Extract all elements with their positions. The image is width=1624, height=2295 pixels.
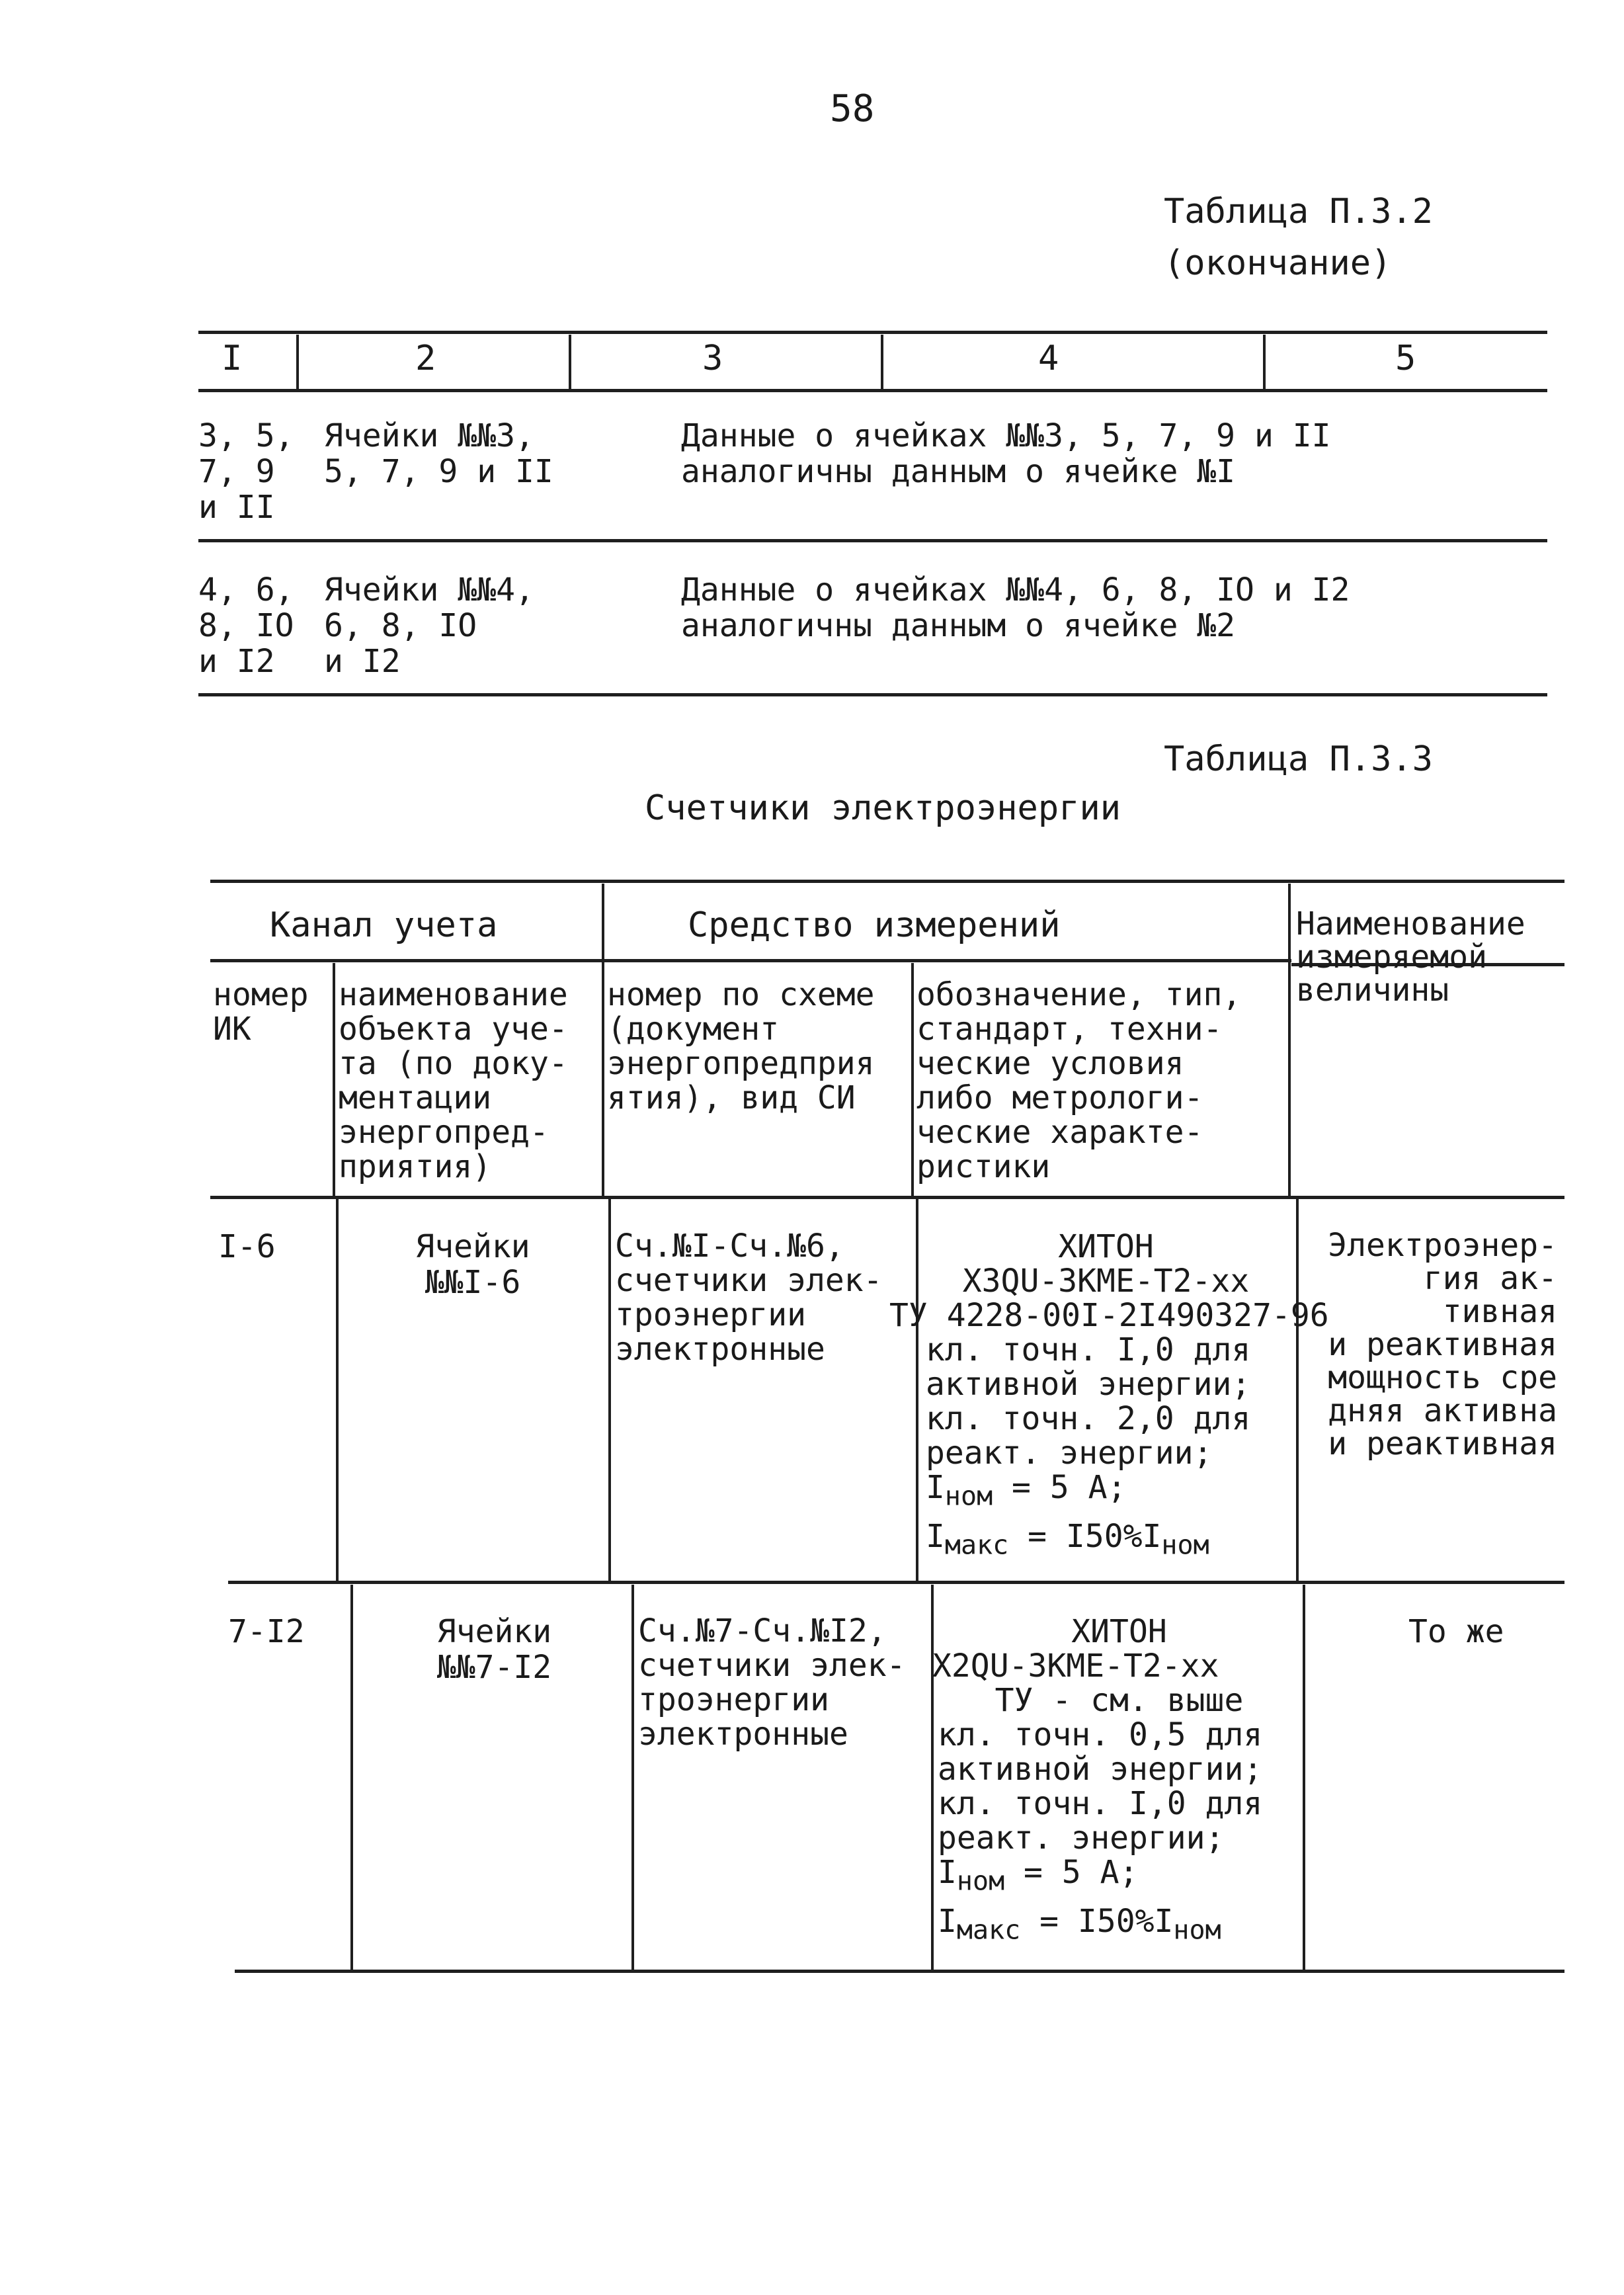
table-p33-row1-divider bbox=[336, 1198, 339, 1581]
i-nom-symbol: I bbox=[938, 1854, 957, 1891]
table-p33-row2-ik: 7-I2 bbox=[228, 1613, 305, 1650]
table-p33-row1-divider bbox=[916, 1198, 918, 1581]
table-p33-divider-scheme bbox=[911, 963, 914, 1196]
table-p33-row1-scheme: Сч.№I-Сч.№6, счетчики элек- троэнергии электронные bbox=[615, 1228, 883, 1368]
table-p33-divider-ik bbox=[333, 963, 335, 1196]
table-p33-row2-spec-line-1: кл. точн. 0,5 для bbox=[938, 1716, 1263, 1753]
table-p33-row1-divider bbox=[1296, 1198, 1299, 1581]
table-p33-caption: Таблица П.3.3 bbox=[1164, 739, 1433, 779]
table-p32-bottom-rule bbox=[198, 693, 1547, 696]
table-p32-header-1: I bbox=[222, 339, 243, 378]
table-p33-bottom-rule bbox=[235, 1970, 1564, 1973]
table-p33-row2-scheme: Сч.№7-Сч.№I2, счетчики элек- троэнергии электронные bbox=[638, 1612, 906, 1753]
table-p33-group-header-rule bbox=[210, 959, 1291, 962]
i-max-subscript: макс bbox=[956, 1915, 1021, 1946]
i-nom-subscript: ном bbox=[944, 1481, 993, 1512]
i-max-value: = I50%I bbox=[1020, 1903, 1174, 1940]
table-p33-header-channel: Канал учета bbox=[270, 905, 498, 945]
table-p32-header-rule bbox=[198, 389, 1547, 392]
table-p32-header-3: 3 bbox=[702, 339, 723, 378]
table-p33-header-bottom-rule bbox=[210, 1196, 1564, 1199]
table-p33-row1-divider bbox=[608, 1198, 611, 1581]
table-p32-row-rule bbox=[198, 539, 1547, 542]
i-max-subscript: макс bbox=[944, 1530, 1009, 1561]
page-number: 58 bbox=[830, 87, 875, 130]
table-p33-header-quantity: Наименование измеряемой величины bbox=[1296, 905, 1525, 1009]
table-p32-row1-col1: 3, 5, 7, 9 и II bbox=[198, 417, 294, 526]
table-p33-row2-device-name: ХИТОН bbox=[1071, 1613, 1167, 1650]
table-p32-caption: Таблица П.3.2 bbox=[1164, 192, 1433, 231]
i-nom-subscript: ном bbox=[956, 1866, 1005, 1897]
table-p33-row1-i-max bbox=[926, 1519, 1209, 1564]
table-p33-header-instrument: Средство измерений bbox=[688, 905, 1061, 945]
table-p33-row2-object: Ячейки №№7-I2 bbox=[436, 1613, 552, 1686]
table-p32-header-5: 5 bbox=[1395, 339, 1416, 378]
i-nom-value: = 5 А; bbox=[993, 1469, 1127, 1506]
table-p33-header-scheme-number: номер по схеме (документ энергопредприя ятия), вид СИ bbox=[607, 976, 875, 1116]
table-p32-row2-col3: Данные о ячейках №№4, 6, 8, IO и I2 аналогичны данным о ячейке №2 bbox=[681, 571, 1350, 644]
table-p33-title: Счетчики электроэнергии bbox=[645, 788, 1121, 828]
table-p33-header-object-name: наименование объекта уче- та (по доку- ментации энергопред- приятия) bbox=[339, 976, 568, 1185]
table-p32-header-divider bbox=[296, 335, 299, 389]
table-p33-top-rule bbox=[210, 880, 1564, 883]
i-nom-symbol: I bbox=[926, 1469, 945, 1506]
table-p33-row2-device-type: X2QU-3KME-T2-xx bbox=[932, 1648, 1219, 1685]
i-nom-value: = 5 А; bbox=[1004, 1854, 1139, 1891]
table-p33-header-designation: обозначение, тип, стандарт, техни- ческие условия либо метрологи- ческие характе- ристики bbox=[916, 976, 1242, 1185]
table-p32-header-divider bbox=[569, 335, 571, 389]
table-p32-header-divider bbox=[1263, 335, 1266, 389]
table-p33-row-rule bbox=[228, 1581, 1564, 1584]
table-p33-divider-object bbox=[602, 884, 604, 1196]
table-p32-header-2: 2 bbox=[415, 339, 436, 378]
table-p33-row1-quantity: Электроэнер- гия ак- тивная и реактивная мощность сре дняя активна и реактивная bbox=[1328, 1229, 1557, 1460]
table-p33-row1-spec-line-4: реакт. энергии; bbox=[926, 1435, 1213, 1472]
table-p33-row2-divider bbox=[631, 1585, 634, 1970]
i-max-value-subscript: ном bbox=[1173, 1915, 1221, 1946]
table-p33-header-ik-number: номер ИК bbox=[213, 976, 309, 1048]
table-p33-row1-device-type: X3QU-3KME-T2-xx bbox=[962, 1263, 1250, 1300]
table-p33-row1-spec-tu: ТУ 4228-00I-2I490327-96 bbox=[889, 1297, 1329, 1334]
table-p33-row2-spec-line-3: кл. точн. I,0 для bbox=[938, 1785, 1263, 1822]
table-p33-row1-device-name: ХИТОН bbox=[1058, 1228, 1154, 1265]
table-p32-header-divider bbox=[881, 335, 883, 389]
table-p33-row2-quantity: То же bbox=[1408, 1613, 1504, 1650]
table-p33-divider-designation bbox=[1288, 884, 1291, 1196]
table-p33-row2-spec-tu: ТУ - см. выше bbox=[995, 1682, 1244, 1719]
i-max-value: = I50%I bbox=[1008, 1518, 1162, 1555]
table-p32-row2-col1: 4, 6, 8, IO и I2 bbox=[198, 571, 294, 680]
table-p32-top-rule bbox=[198, 331, 1547, 334]
table-p33-row1-spec-line-3: кл. точн. 2,0 для bbox=[926, 1400, 1251, 1437]
table-p33-row2-i-max bbox=[938, 1903, 1221, 1948]
table-p32-caption-note: (окончание) bbox=[1164, 243, 1392, 283]
table-p33-row2-i-nom bbox=[938, 1855, 1138, 1899]
table-p33-row1-spec-line-2: активной энергии; bbox=[926, 1366, 1251, 1403]
table-p33-row1-i-nom bbox=[926, 1470, 1126, 1515]
i-max-symbol: I bbox=[926, 1518, 945, 1555]
table-p33-row1-spec-line-1: кл. точн. I,0 для bbox=[926, 1331, 1251, 1368]
table-p33-row1-ik: I-6 bbox=[218, 1228, 276, 1265]
table-p33-row2-spec-line-2: активной энергии; bbox=[938, 1751, 1263, 1788]
table-p33-row2-spec-line-4: реакт. энергии; bbox=[938, 1819, 1225, 1857]
table-p33-row2-divider bbox=[350, 1585, 353, 1970]
table-p33-row1-object: Ячейки №№I-6 bbox=[415, 1228, 530, 1301]
table-p32-header-4: 4 bbox=[1038, 339, 1059, 378]
table-p32-row1-col3: Данные о ячейках №№3, 5, 7, 9 и II аналогичны данным о ячейке №I bbox=[681, 417, 1331, 490]
table-p32-row1-col2: Ячейки №№3, 5, 7, 9 и II bbox=[324, 417, 553, 490]
table-p32-row2-col2: Ячейки №№4, 6, 8, IO и I2 bbox=[324, 571, 534, 680]
i-max-value-subscript: ном bbox=[1161, 1530, 1209, 1561]
i-max-symbol: I bbox=[938, 1903, 957, 1940]
